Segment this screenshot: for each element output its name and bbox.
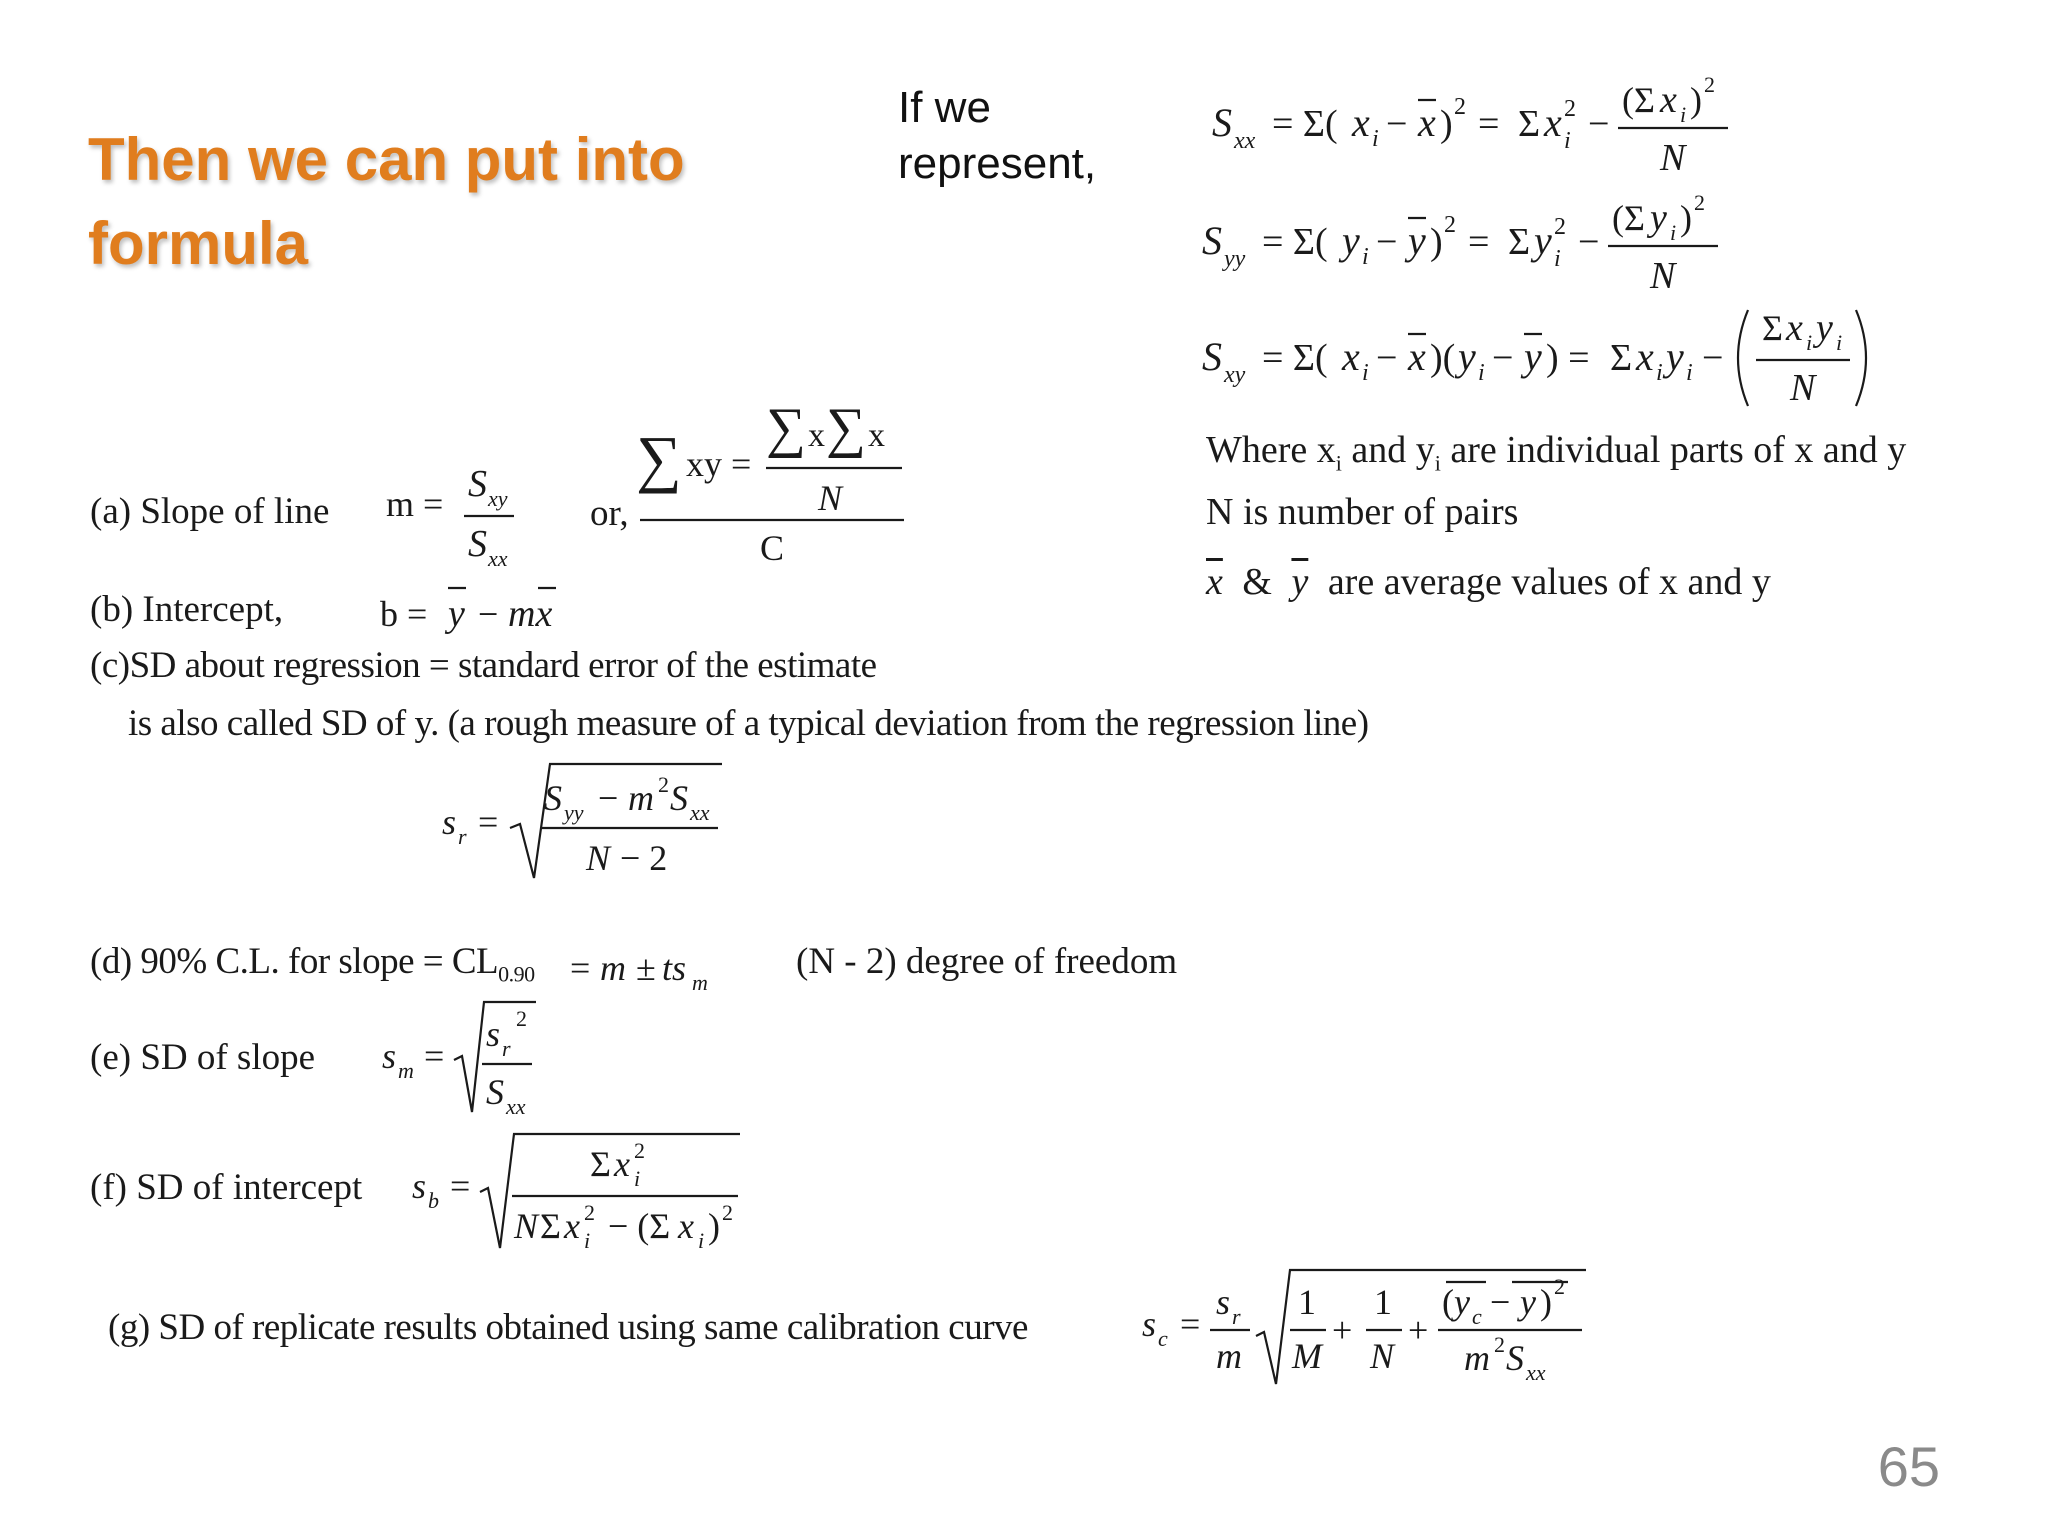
svg-text:xx: xx	[1234, 128, 1256, 154]
item-b-label: (b) Intercept,	[90, 589, 284, 630]
svg-text:) =: ) =	[1546, 337, 1590, 379]
svg-text:x: x	[564, 1206, 580, 1246]
where-note-part-2: and y	[1341, 429, 1435, 471]
svg-text:1: 1	[1374, 1282, 1392, 1322]
svg-text:): )	[1440, 103, 1453, 145]
svg-text:x: x	[1786, 307, 1803, 349]
svg-text:−: −	[1702, 337, 1724, 379]
svg-text:C: C	[760, 528, 785, 568]
slide-title-line-2: formula	[88, 210, 309, 277]
svg-text:N: N	[818, 478, 843, 518]
svg-text:= Σ(: = Σ(	[1272, 103, 1338, 145]
item-d-subscript: 0.90	[498, 961, 535, 987]
svg-text:i: i	[1478, 360, 1485, 386]
svg-text:i: i	[1554, 246, 1561, 272]
where-note-sub-1: i	[1335, 450, 1342, 476]
svg-text:=: =	[478, 802, 499, 842]
item-d-label	[90, 940, 535, 987]
svg-text:i: i	[1686, 360, 1693, 386]
svg-text:S: S	[544, 778, 562, 818]
svg-text:−: −	[1578, 221, 1600, 263]
svg-text:=: =	[450, 1166, 471, 1206]
svg-text:s: s	[412, 1166, 427, 1206]
svg-text:mx: mx	[508, 593, 553, 635]
where-note-part-1: Where x	[1206, 429, 1336, 471]
slope-alt-formula	[636, 400, 916, 570]
svg-text:y: y	[1534, 218, 1552, 263]
svg-text:b =: b =	[380, 594, 428, 634]
svg-text:ts: ts	[662, 948, 687, 988]
confidence-limit-formula	[566, 934, 726, 1004]
svg-text:m: m	[1464, 1338, 1490, 1378]
svg-text:s: s	[1142, 1304, 1157, 1344]
item-d-label-text: (d) 90% C.L. for slope = CL	[90, 941, 499, 982]
svg-text:−: −	[1490, 1282, 1511, 1322]
y-bar-symbol: $\overline{y}$	[1291, 561, 1309, 603]
svg-text:S: S	[468, 463, 487, 505]
svg-text:− (Σ: − (Σ	[608, 1206, 671, 1246]
svg-text:xx: xx	[506, 1094, 526, 1118]
svg-text:): )	[1690, 80, 1702, 120]
svg-text:±: ±	[636, 948, 656, 988]
svg-text:2: 2	[658, 772, 669, 797]
svg-text:(Σ: (Σ	[1622, 80, 1655, 120]
svg-text:2: 2	[1554, 214, 1566, 240]
svg-text:−: −	[1588, 103, 1610, 145]
svg-text:xx: xx	[488, 546, 508, 571]
svg-text:Σ: Σ	[1610, 337, 1633, 379]
sxy-definition-formula	[1200, 300, 1880, 420]
svg-text:−: −	[1376, 337, 1398, 379]
svg-text:r: r	[502, 1036, 511, 1061]
svg-text:S: S	[1212, 100, 1232, 145]
svg-text:x: x	[1544, 100, 1562, 145]
svg-text:b: b	[428, 1188, 439, 1213]
svg-text:2: 2	[634, 1138, 645, 1163]
sd-replicate-formula	[1140, 1262, 1620, 1402]
represent-line-1: If we	[898, 83, 991, 132]
svg-text:S: S	[1202, 218, 1222, 263]
svg-text:y: y	[1520, 1282, 1536, 1322]
svg-text:i: i	[1670, 220, 1677, 245]
svg-text:= Σ(: = Σ(	[1262, 337, 1328, 379]
svg-text:S: S	[670, 778, 688, 818]
svg-text:y: y	[1650, 197, 1667, 239]
svg-text:r: r	[458, 824, 467, 849]
svg-text:N: N	[1660, 137, 1686, 179]
svg-text:m: m	[628, 778, 654, 818]
svg-text:m: m	[398, 1058, 414, 1083]
svg-text:Σ: Σ	[590, 1144, 611, 1184]
svg-text:i: i	[1806, 330, 1813, 355]
slide-title	[88, 118, 685, 286]
svg-text:2: 2	[584, 1200, 595, 1225]
svg-text:−: −	[1386, 103, 1408, 145]
item-f-label: (f) SD of intercept	[90, 1167, 363, 1208]
svg-text:2: 2	[1564, 96, 1576, 122]
average-note-text: are average values of x and y	[1327, 561, 1771, 603]
svg-text:S: S	[1506, 1338, 1524, 1378]
item-d-dof: (N - 2) degree of freedom	[796, 941, 1178, 982]
sd-intercept-formula	[410, 1126, 750, 1256]
svg-text:y: y	[1458, 334, 1476, 379]
svg-text:N: N	[1370, 1336, 1395, 1376]
svg-text:i: i	[698, 1228, 705, 1253]
svg-text:∑: ∑	[826, 400, 866, 459]
item-e-label: (e) SD of slope	[90, 1037, 316, 1078]
represent-caption	[898, 80, 1096, 192]
sxx-definition-formula	[1210, 70, 1770, 180]
svg-text:= Σ(: = Σ(	[1262, 221, 1328, 263]
svg-text:=: =	[570, 948, 591, 988]
svg-text:−: −	[1492, 337, 1514, 379]
svg-text:x: x	[1636, 334, 1654, 379]
svg-text:S: S	[1202, 334, 1222, 379]
sd-regression-formula	[440, 758, 740, 888]
where-note-sub-2: i	[1434, 450, 1441, 476]
svg-text:yy: yy	[564, 800, 584, 825]
represent-line-2: represent,	[898, 139, 1097, 188]
svg-text:Σ: Σ	[540, 1206, 561, 1246]
svg-text:S: S	[486, 1072, 504, 1112]
svg-text:i: i	[584, 1228, 591, 1253]
svg-text:=: =	[424, 1036, 445, 1076]
item-a-label: (a) Slope of line	[90, 491, 330, 532]
svg-text:i: i	[1362, 244, 1369, 270]
or-label: or,	[590, 493, 629, 534]
svg-text:s: s	[1216, 1282, 1231, 1322]
svg-text:2: 2	[1454, 94, 1466, 120]
svg-text:i: i	[634, 1166, 641, 1191]
svg-text:xy: xy	[1224, 362, 1246, 388]
slope-formula	[380, 450, 540, 580]
svg-text:y: y	[1666, 334, 1684, 379]
item-c-line-2: is also called SD of y. (a rough measure of a typical deviation from the regression line)	[128, 703, 1369, 744]
svg-text:i: i	[1836, 330, 1843, 355]
svg-text:s: s	[442, 802, 457, 842]
svg-text:xx: xx	[1526, 1360, 1546, 1385]
svg-text:+: +	[1332, 1310, 1353, 1350]
svg-text:2: 2	[1444, 212, 1456, 238]
svg-text:Σ: Σ	[1508, 221, 1531, 263]
svg-text:2: 2	[1694, 190, 1705, 215]
x-bar-symbol: $\overline{x}$	[1206, 561, 1223, 603]
svg-text:y: y	[1524, 334, 1542, 379]
svg-text:i: i	[1372, 126, 1379, 152]
svg-text:N: N	[1650, 255, 1676, 297]
slide-title-line-1: Then we can put into	[88, 126, 685, 193]
svg-text:− 2: − 2	[620, 838, 668, 878]
svg-text:−: −	[598, 778, 619, 818]
svg-text:2: 2	[722, 1200, 733, 1225]
svg-text:(Σ: (Σ	[1612, 198, 1645, 238]
svg-text:=: =	[1478, 103, 1500, 145]
svg-text:m: m	[1216, 1336, 1242, 1376]
ampersand: &	[1242, 561, 1272, 603]
svg-text:N: N	[586, 838, 611, 878]
svg-text:N: N	[1790, 367, 1816, 409]
svg-text:x: x	[678, 1206, 694, 1246]
syy-definition-formula	[1200, 188, 1760, 298]
svg-text:): )	[1540, 1282, 1552, 1322]
svg-text:): )	[1680, 198, 1692, 238]
svg-text:y: y	[1454, 1282, 1470, 1322]
svg-text:xy =: xy =	[686, 444, 752, 484]
svg-text:−: −	[1376, 221, 1398, 263]
svg-text:i: i	[1564, 128, 1571, 154]
svg-text:y: y	[1408, 218, 1426, 263]
svg-text:x: x	[1408, 334, 1426, 379]
svg-text:x: x	[1352, 100, 1370, 145]
item-g-label: (g) SD of replicate results obtained using same calibration curve	[108, 1307, 1028, 1348]
svg-text:m: m	[692, 970, 708, 995]
svg-text:c: c	[1472, 1304, 1482, 1329]
svg-text:yy: yy	[1224, 246, 1246, 272]
svg-text:S: S	[468, 523, 487, 565]
svg-text:m =: m =	[386, 484, 444, 524]
svg-text:−: −	[478, 594, 499, 634]
svg-text:M: M	[1292, 1336, 1322, 1376]
svg-text:xx: xx	[690, 800, 710, 825]
page-number: 65	[1877, 1435, 1940, 1498]
item-c-line-1: (c)SD about regression = standard error of the estimate	[90, 645, 877, 686]
svg-text:i: i	[1362, 360, 1369, 386]
svg-text:y: y	[1816, 307, 1833, 349]
svg-text:2: 2	[516, 1006, 527, 1031]
svg-text:Σ: Σ	[1762, 308, 1783, 348]
n-pairs-note: N is number of pairs	[1206, 491, 1519, 533]
svg-text:m: m	[600, 948, 626, 988]
svg-text:2: 2	[1704, 72, 1715, 97]
svg-text:r: r	[1232, 1304, 1241, 1329]
intercept-formula	[378, 570, 578, 640]
svg-text:∑: ∑	[636, 423, 682, 494]
svg-text:(: (	[1442, 1282, 1454, 1322]
svg-text:x: x	[614, 1144, 630, 1184]
svg-text:xy: xy	[488, 486, 508, 511]
svg-text:): )	[1430, 221, 1443, 263]
svg-text:x: x	[808, 417, 825, 454]
svg-text:∑: ∑	[766, 400, 806, 459]
svg-text:N: N	[514, 1206, 539, 1246]
svg-text:): )	[708, 1206, 720, 1246]
svg-text:i: i	[1680, 102, 1687, 127]
svg-text:x: x	[1342, 334, 1360, 379]
svg-text:=: =	[1468, 221, 1490, 263]
svg-text:y: y	[448, 593, 465, 635]
svg-text:+: +	[1408, 1310, 1429, 1350]
svg-text:Σ: Σ	[1518, 103, 1541, 145]
svg-text:2: 2	[1494, 1332, 1505, 1357]
sd-slope-formula	[380, 998, 560, 1118]
svg-text:2: 2	[1554, 1274, 1565, 1299]
svg-text:x: x	[1660, 79, 1677, 121]
average-note	[1206, 552, 1771, 612]
svg-text:x: x	[868, 417, 885, 454]
where-note-part-3: are individual parts of x and y	[1440, 429, 1907, 471]
svg-text:s: s	[486, 1014, 501, 1054]
svg-text:x: x	[1418, 100, 1436, 145]
svg-text:c: c	[1158, 1326, 1168, 1351]
svg-text:1: 1	[1298, 1282, 1316, 1322]
svg-text:s: s	[382, 1036, 397, 1076]
svg-text:y: y	[1342, 218, 1360, 263]
svg-text:)(: )(	[1430, 337, 1456, 379]
svg-text:=: =	[1180, 1304, 1201, 1344]
svg-text:i: i	[1656, 360, 1663, 386]
